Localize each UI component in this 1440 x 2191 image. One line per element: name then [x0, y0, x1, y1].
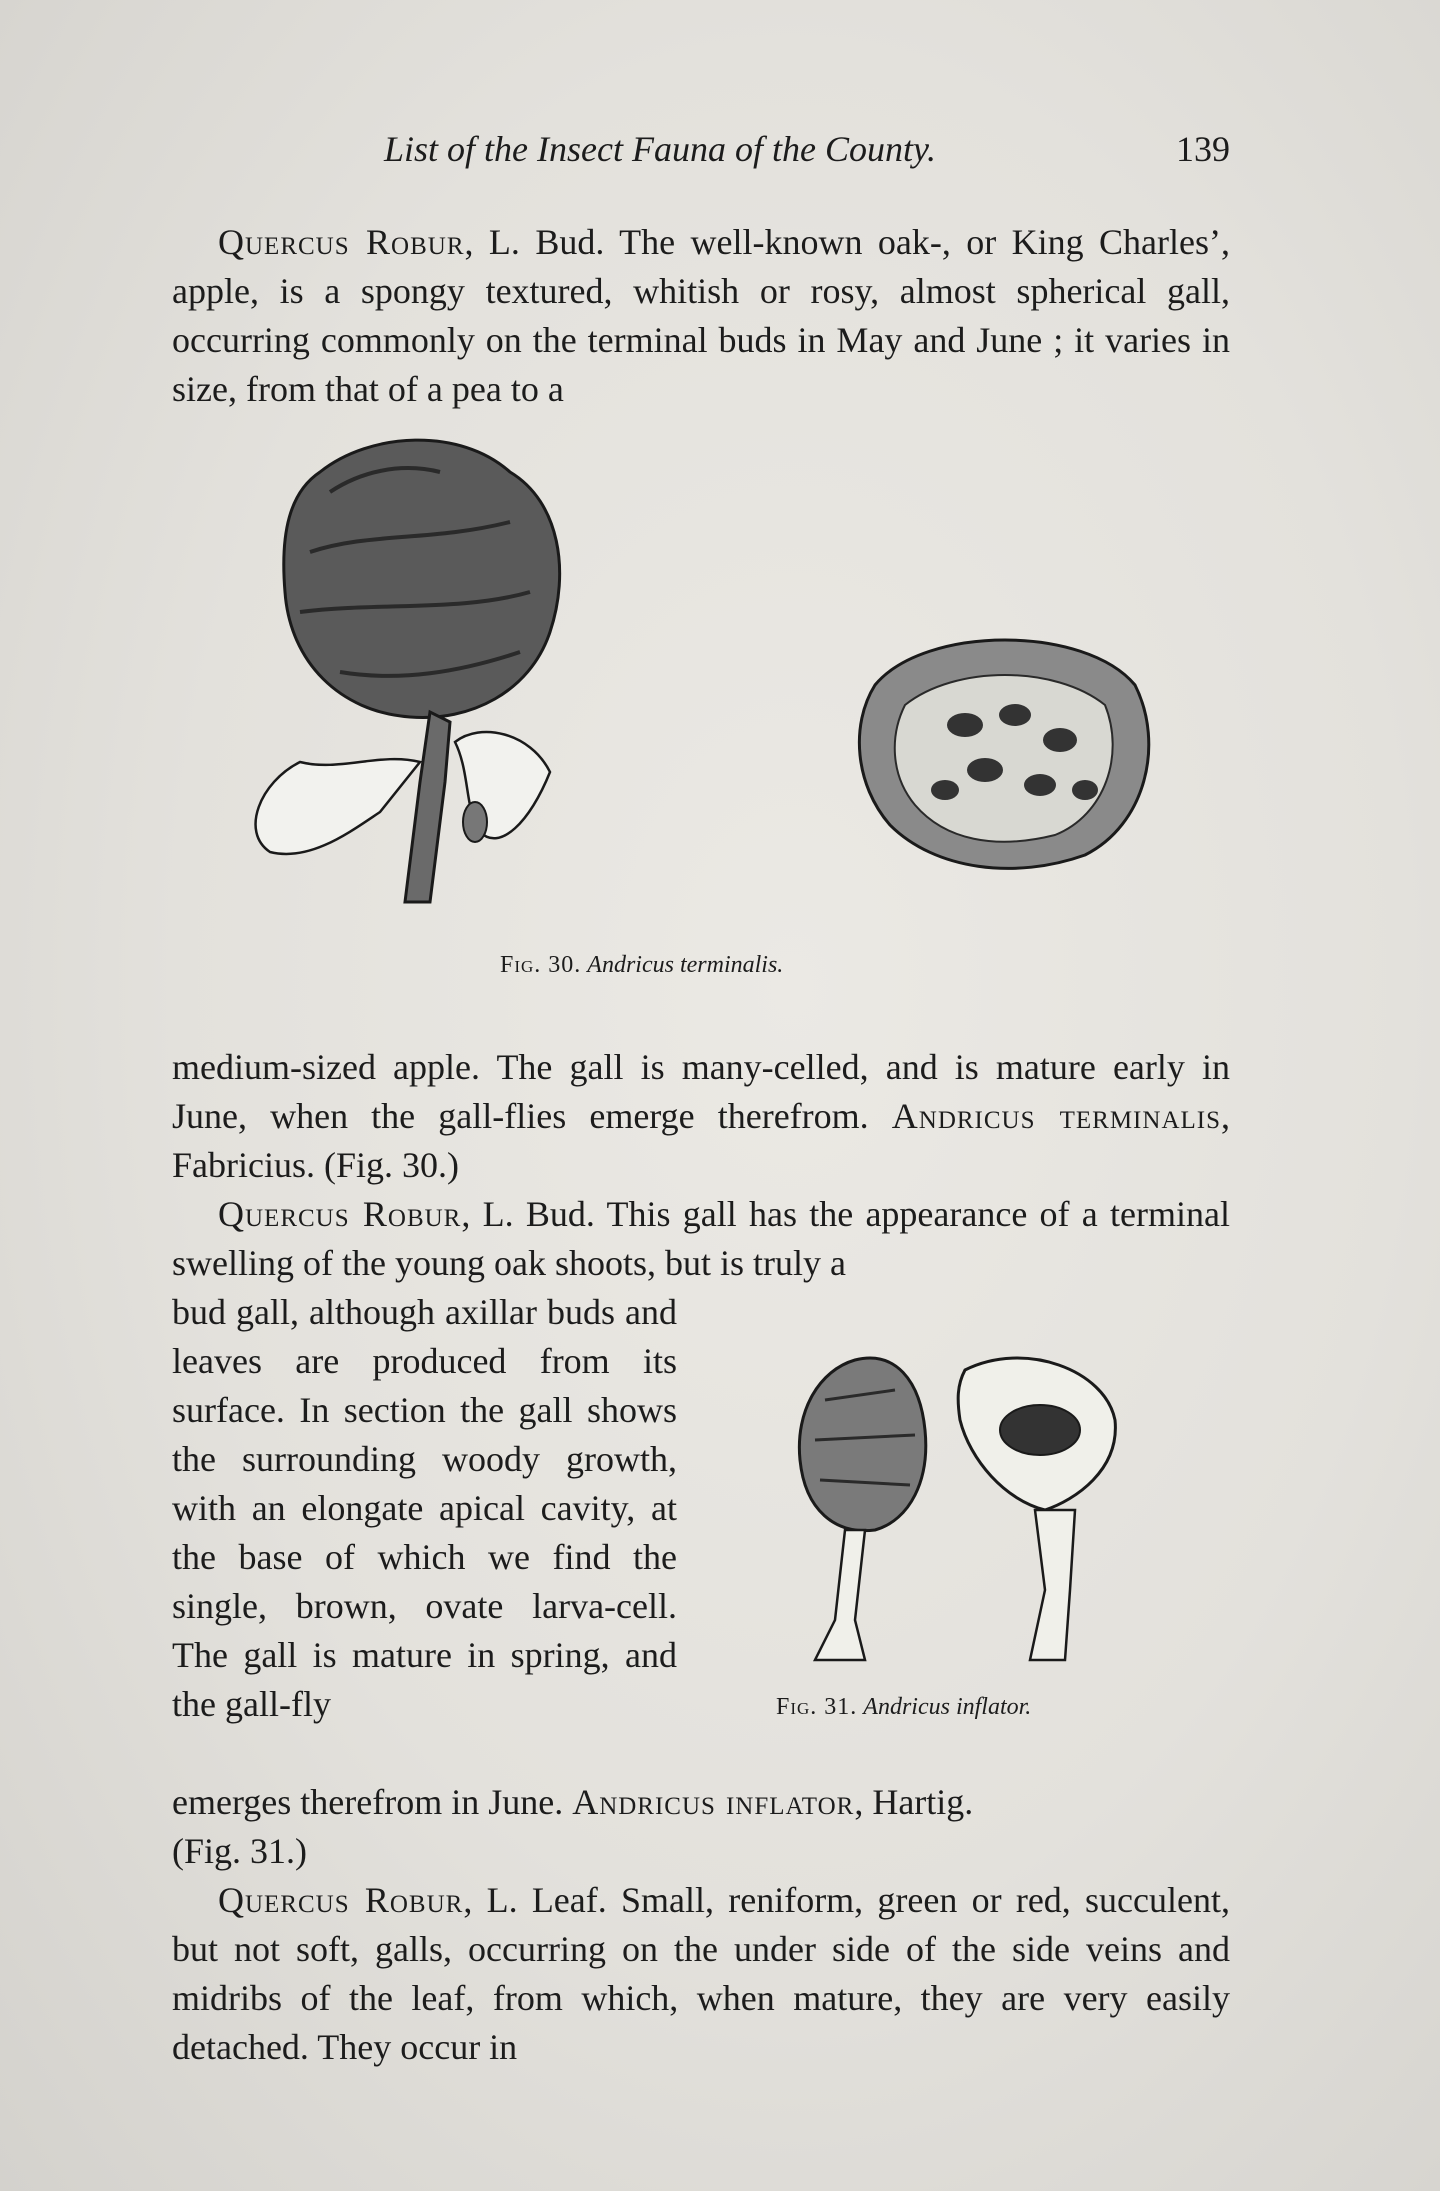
species-heading: Quercus Robur: [218, 1880, 464, 1920]
paragraph-andricus-inflator: [172, 1778, 1230, 1876]
figure-30-oak-apple-drawing: [230, 432, 730, 932]
figure-30-caption: [500, 952, 783, 979]
figure-species: Andricus terminalis.: [587, 952, 784, 978]
species-name: Andricus inflator: [572, 1782, 855, 1822]
paragraph-andricus-terminalis: [172, 1043, 1230, 1190]
paragraph-text: bud gall, although axillar buds and leaves are produced from its surface. In section the gall shows the surrounding woody growth, with an elongate apical cavity, at the base of which we find the single, brown, ovate larva-cell. The gall is mature in spring, and the gall-fly: [172, 1292, 677, 1724]
paragraph-text: , L. Leaf. Small, reniform, green or red, succulent, but not soft, galls, occurring on the under side of the side veins and midribs of the leaf, from which, when mature, they are very easily detached. They occur in: [172, 1880, 1230, 2067]
paragraph-quercus-robur-bud-1: [172, 218, 1230, 414]
paragraph-text: medium-sized apple. The gall is many-celled, and is mature early in June, when the gall-flies emerge therefrom.: [172, 1047, 1230, 1136]
figure-label: Fig. 31.: [776, 1694, 858, 1720]
page-header: [174, 128, 1230, 172]
author-name: , Hartig.: [854, 1782, 974, 1822]
species-heading: Quercus Robur: [218, 1194, 462, 1234]
running-title: List of the Insect Fauna of the County.: [384, 129, 936, 169]
paragraph-quercus-robur-leaf: [172, 1876, 1230, 2072]
figure-30-section-drawing: [845, 625, 1165, 875]
paragraph-text-tail: , Fabricius. (Fig. 30.): [172, 1096, 1230, 1185]
figure-31-caption: [776, 1694, 1031, 1721]
paragraph-narrow-column: [172, 1288, 677, 1729]
paragraph-text: emerges therefrom in June.: [172, 1782, 564, 1822]
page-number: 139: [1176, 129, 1230, 169]
species-heading: Quercus Robur: [218, 222, 465, 262]
figure-label: Fig. 30.: [500, 952, 582, 978]
paragraph-text: , L. Bud. The well-known oak-, or King Charles’, apple, is a spongy textured, whitish or rosy, almost spherical gall, occurring commonly on the terminal buds in May and June ; it varies in size, from that of a pea to a: [172, 222, 1230, 409]
paragraph-text: , L. Bud. This gall has the appearance of a terminal swelling of the young oak shoots, but is truly a: [172, 1194, 1230, 1283]
figure-reference: (Fig. 31.): [172, 1831, 307, 1871]
paragraph-quercus-robur-bud-2: [172, 1190, 1230, 1288]
figure-species: Andricus inflator.: [863, 1694, 1032, 1720]
figure-31-drawing: [745, 1340, 1205, 1680]
species-name: Andricus terminalis: [891, 1096, 1221, 1136]
